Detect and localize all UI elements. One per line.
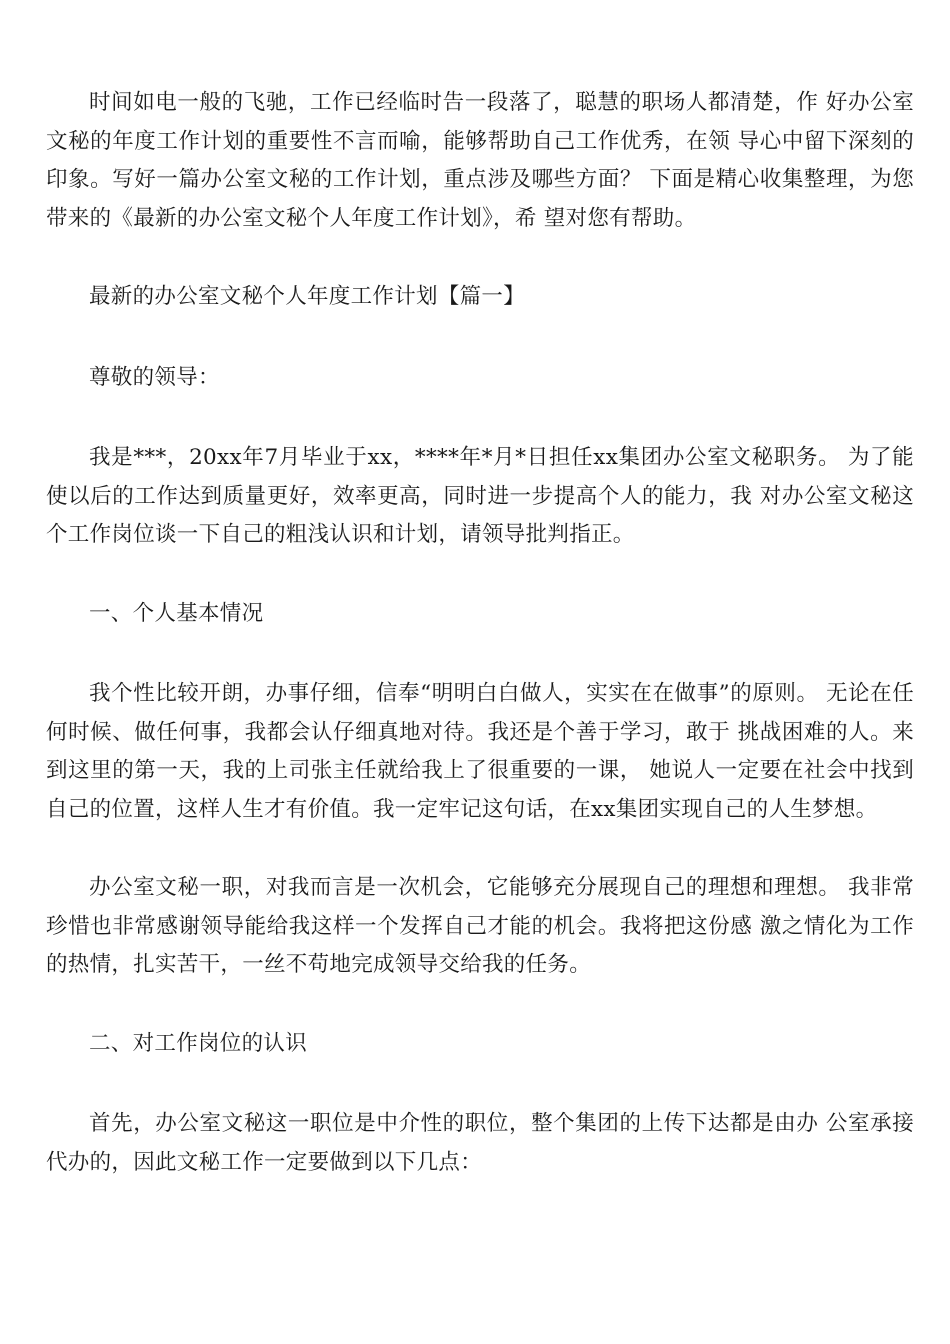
section-heading-job-understanding: 二、对工作岗位的认识 [89,1030,308,1056]
salutation: 尊敬的领导： [89,364,220,390]
intro-paragraph: 时间如电一般的飞驰，工作已经临时告一段落了，聪慧的职场人都清楚，作 好办公室文秘的年度工作计划的重要性不言而喻，能够帮助自己工作优秀，在领 导心中留下深刻的印象。写好一篇办公室文秘的工作计划，重点涉及哪些方面？ 下面是精心收集整理，为您带来的《最新的办公室文秘个人年度工作计划》，希 望对您有帮助。 [46,90,914,231]
job-understanding-paragraph: 首先，办公室文秘这一职位是中介性的职位，整个集团的上传下达都是由办 公室承接代办的，因此文秘工作一定要做到以下几点： [46,1111,914,1175]
opportunity-paragraph: 办公室文秘一职，对我而言是一次机会，它能够充分展现自己的理想和理想。 我非常珍惜也非常感谢领导能给我这样一个发挥自己才能的机会。我将把这份感 激之情化为工作的热情，扎实苦干，一丝不苟地完成领导交给我的任务。 [46,875,914,977]
personality-paragraph: 我个性比较开朗，办事仔细，信奉“明明白白做人，实实在在做事”的原则。 无论在任何时候、做任何事，我都会认仔细真地对待。我还是个善于学习，敢于 挑战困难的人。来到这里的第一天，我的上司张主任就给我上了很重要的一课， 她说人一定要在社会中找到自己的位置，这样人生才有价值。我一定牢记这句话，在xx集团实现自己的人生梦想。 [46,681,914,822]
article-title: 最新的办公室文秘个人年度工作计划【篇一】 [89,284,526,309]
self-introduction-paragraph: 我是***，20xx年7月毕业于xx，****年*月*日担任xx集团办公室文秘职务。 为了能使以后的工作达到质量更好，效率更高，同时进一步提高个人的能力，我 对办公室文秘这个工作岗位谈一下自己的粗浅认识和计划，请领导批判指正。 [46,445,914,547]
section-heading-personal-info: 一、个人基本情况 [89,600,264,626]
document-page [46,84,914,1182]
